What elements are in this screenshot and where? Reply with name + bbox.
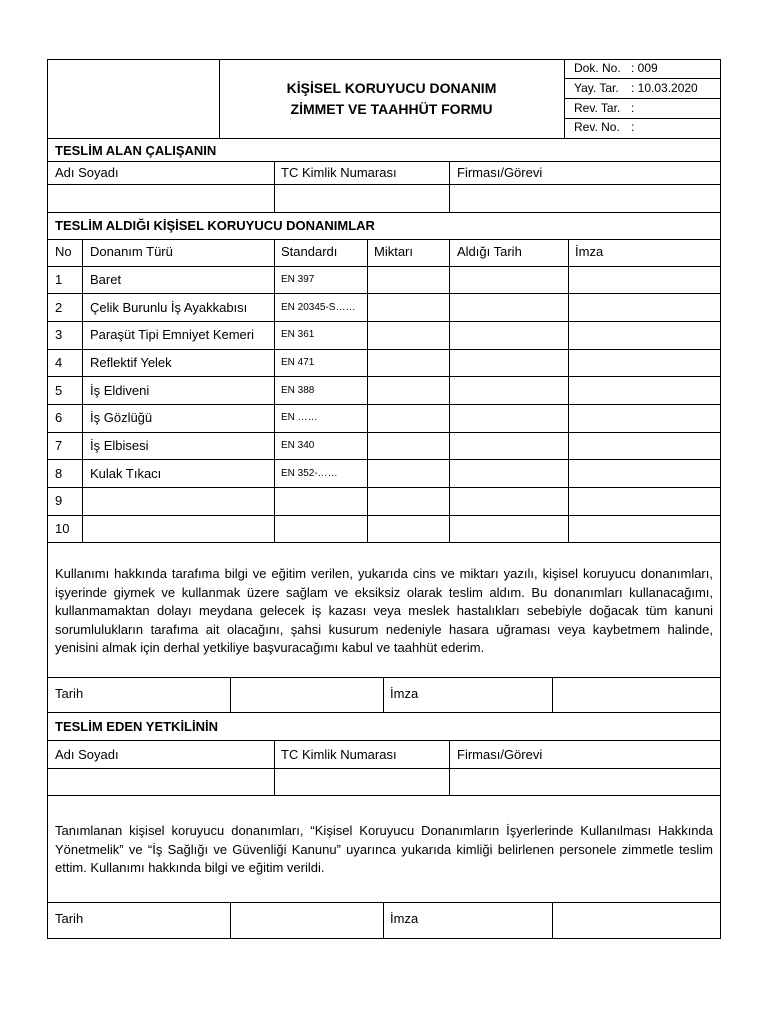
receiver-section-title: TESLİM ALAN ÇALIŞANIN: [55, 143, 217, 158]
giver-company-field[interactable]: [449, 768, 721, 795]
equipment-row-type: İş Elbisesi: [90, 438, 149, 453]
equipment-row-no: 9: [55, 493, 63, 508]
logo-area: [47, 59, 219, 138]
equipment-row-no: 7: [55, 438, 63, 453]
receiver-tc-header: TC Kimlik Numarası: [281, 165, 397, 180]
receiver-tc-field[interactable]: [274, 184, 449, 212]
equipment-section-title: TESLİM ALDIĞI KİŞİSEL KORUYUCU DONANIMLAR: [55, 218, 375, 233]
equipment-date-header: Aldığı Tarih: [457, 244, 522, 259]
giver-tc-header: TC Kimlik Numarası: [281, 747, 397, 762]
giver-tc-field[interactable]: [274, 768, 449, 795]
receiver-date-field[interactable]: [230, 677, 383, 712]
pub-date-label: Yay. Tar.: [574, 81, 619, 95]
equipment-row-no: 4: [55, 355, 63, 370]
receiver-sign-field[interactable]: [552, 677, 721, 712]
rev-date-value: :: [631, 101, 635, 115]
equipment-row-type: Baret: [90, 272, 122, 287]
equipment-row-standard: EN 361: [281, 329, 315, 340]
equipment-row-no: 3: [55, 327, 63, 342]
equipment-standard-header: Standardı: [281, 244, 338, 259]
equipment-row-no: 5: [55, 383, 63, 398]
equipment-row-type: İş Eldiveni: [90, 383, 150, 398]
equipment-type-header: Donanım Türü: [90, 244, 173, 259]
equipment-row-standard: EN ……: [281, 412, 318, 423]
giver-date-field[interactable]: [230, 902, 383, 939]
ppe-form: [47, 59, 721, 939]
rev-no-value: :: [631, 120, 635, 134]
equipment-row-no: 10: [55, 521, 70, 536]
giver-company-header: Firması/Görevi: [457, 747, 543, 762]
equipment-row-no: 1: [55, 272, 63, 287]
receiver-sign-label: İmza: [390, 686, 419, 701]
rev-no-label: Rev. No.: [574, 120, 620, 134]
giver-section-title: TESLİM EDEN YETKİLİNİN: [55, 719, 218, 734]
receiver-date-label: Tarih: [55, 686, 84, 701]
equipment-row-no: 8: [55, 466, 63, 481]
equipment-row-type: Çelik Burunlu İş Ayakkabısı: [90, 300, 248, 315]
receiver-name-header: Adı Soyadı: [55, 165, 119, 180]
equipment-row-standard: EN 388: [281, 385, 315, 396]
receiver-statement: Kullanımı hakkında tarafıma bilgi ve eğitim verilen, yukarıda cins ve miktarı yazılı, kişisel koruyucu donanımları, işyerinde giymek ve kullanmak üzere sağlam ve eksiksiz olarak teslim aldım. Bu donanımları kullanacağımı, kullanmamaktan dolayı meydana gelecek iş kazası veya meslek hastalıkları sebebiyle doğacak tüm kanuni sorumlulukların tarafıma ait olacağını, şahsi kusurum nedeniyle hasara uğraması veya kaybetmem halinde, yenisini almak için derhal yetkiliye başvuracağımı kabul ve taahhüt ederim.: [55, 566, 713, 655]
giver-name-field[interactable]: [47, 768, 274, 795]
equipment-row-no: 2: [55, 300, 63, 315]
equipment-row-standard: EN 20345-S……: [281, 302, 356, 313]
equipment-row-standard: EN 340: [281, 440, 315, 451]
form-title-line1: KİŞİSEL KORUYUCU DONANIM: [286, 80, 497, 96]
equipment-row-type: Paraşüt Tipi Emniyet Kemeri: [90, 327, 255, 342]
receiver-company-field[interactable]: [449, 184, 721, 212]
equipment-row-type: İş Gözlüğü: [90, 410, 153, 425]
giver-date-label: Tarih: [55, 911, 84, 926]
giver-statement: Tanımlanan kişisel koruyucu donanımları, “Kişisel Koruyucu Donanımların İşyerlerinde Kullanılması Hakkında Yönetmelik” ve “İş Sağlığı ve Güvenliği Kanunu” uyarınca yukarıda kimliği belirlenen personele zimmetle teslim ettim. Kullanımı hakkında bilgi ve eğitim verildi.: [55, 823, 713, 875]
doc-no-value: : 009: [631, 61, 658, 75]
equipment-row-standard: EN 397: [281, 274, 315, 285]
rev-date-label: Rev. Tar.: [574, 101, 621, 115]
giver-sign-field[interactable]: [552, 902, 721, 939]
equipment-row-no: 6: [55, 410, 63, 425]
equipment-sign-header: İmza: [575, 244, 604, 259]
equipment-row-standard: EN 352-……: [281, 468, 338, 479]
receiver-company-header: Firması/Görevi: [457, 165, 543, 180]
equipment-row-type: Kulak Tıkacı: [90, 466, 162, 481]
equipment-qty-header: Miktarı: [374, 244, 413, 259]
equipment-row-standard: EN 471: [281, 357, 315, 368]
giver-sign-label: İmza: [390, 911, 419, 926]
doc-no-label: Dok. No.: [574, 61, 621, 75]
equipment-row-type: Reflektif Yelek: [90, 355, 172, 370]
equipment-no-header: No: [55, 244, 72, 259]
receiver-name-field[interactable]: [47, 184, 274, 212]
pub-date-value: : 10.03.2020: [631, 81, 698, 95]
form-title-line2: ZİMMET VE TAAHHÜT FORMU: [290, 101, 493, 117]
giver-name-header: Adı Soyadı: [55, 747, 119, 762]
